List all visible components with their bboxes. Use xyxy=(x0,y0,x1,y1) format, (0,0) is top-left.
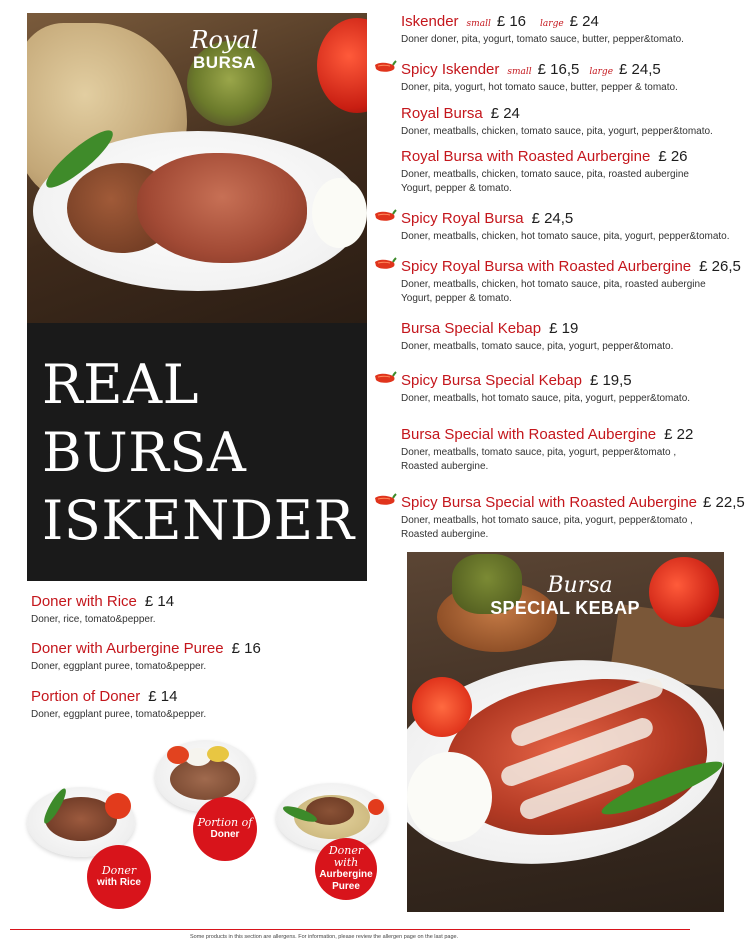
badge-portion-of-doner xyxy=(193,797,257,861)
size-label: large xyxy=(589,67,614,77)
menu-item xyxy=(31,593,371,627)
menu-item-name: Doner with Aurbergine Puree xyxy=(31,640,224,657)
menu-item-desc: Doner, meatballs, tomato sauce, pita, yogurt, pepper&tomato , xyxy=(401,447,677,458)
size-label: small xyxy=(466,19,491,29)
menu-item-price: £ 22,5 xyxy=(703,494,745,511)
menu-item-price: £ 24 xyxy=(569,13,599,30)
badge-doner-aurbergine-puree xyxy=(315,838,377,900)
chili-icon xyxy=(373,256,397,272)
menu-item-name: Royal Bursa xyxy=(401,105,483,122)
menu-item xyxy=(372,104,747,139)
banner-line-2: BURSA xyxy=(42,421,247,484)
menu-item xyxy=(31,688,371,722)
menu-item xyxy=(372,425,747,474)
menu-item-name: Spicy Royal Bursa xyxy=(401,210,524,227)
menu-item-desc: Doner, meatballs, chicken, tomato sauce, pita, yogurt, pepper&tomato. xyxy=(401,126,713,137)
yogurt xyxy=(407,752,492,842)
bursa-special-kebap-photo xyxy=(407,552,724,912)
doner-meat xyxy=(137,153,307,263)
menu-item-desc-line2: Yogurt, pepper & tomato. xyxy=(401,183,512,194)
menu-item xyxy=(372,257,747,306)
size-label: small xyxy=(507,67,532,77)
menu-item-name: Bursa Special with Roasted Aubergine xyxy=(401,426,657,443)
badge-bold-line2: Puree xyxy=(332,881,360,892)
menu-item-name: Portion of Doner xyxy=(31,688,141,705)
badge-script: Doner xyxy=(101,864,137,877)
chili-icon xyxy=(373,59,397,75)
menu-item-name: Spicy Iskender xyxy=(401,61,500,78)
kebab-caption-bold: SPECIAL KEBAP xyxy=(490,598,640,618)
badge-bold: Doner xyxy=(210,829,240,840)
menu-item-desc-line2: Yogurt, pepper & tomato. xyxy=(401,293,512,304)
menu-item-desc: Doner, meatballs, hot tomato sauce, pita, yogurt, pepper&tomato , xyxy=(401,515,693,526)
menu-item-price: £ 26 xyxy=(658,148,688,165)
menu-item-price: £ 24,5 xyxy=(619,61,661,78)
badge-bold: with Rice xyxy=(97,877,141,888)
menu-item xyxy=(31,640,371,674)
size-label: large xyxy=(540,19,564,29)
menu-item-desc: Doner doner, pita, yogurt, tomato sauce, butter, pepper&tomato. xyxy=(401,34,684,45)
badge-doner-with-rice xyxy=(87,845,151,909)
menu-item-price: £ 16 xyxy=(231,640,261,657)
menu-item-desc: Doner, rice, tomato&pepper. xyxy=(31,614,156,625)
menu-item-price: £ 22 xyxy=(664,426,694,443)
menu-item-name: Spicy Royal Bursa with Roasted Aurbergine xyxy=(401,258,692,275)
banner-line-1: REAL xyxy=(42,353,199,416)
menu-item-desc: Doner, meatballs, chicken, hot tomato sauce, pita, yogurt, pepper&tomato. xyxy=(401,231,730,242)
chili-icon xyxy=(373,370,397,386)
menu-item xyxy=(372,371,747,406)
chili-icon xyxy=(373,208,397,224)
menu-item-desc: Doner, meatballs, hot tomato sauce, pita, yogurt, pepper&tomato. xyxy=(401,393,691,404)
menu-item-price: £ 16,5 xyxy=(537,61,580,78)
menu-item xyxy=(372,209,747,244)
menu-item-price: £ 24 xyxy=(490,105,520,122)
royal-bursa-photo xyxy=(27,13,367,323)
menu-item-desc: Doner, pita, yogurt, hot tomato sauce, butter, pepper & tomato. xyxy=(401,82,678,93)
menu-item-price: £ 16 xyxy=(496,13,527,30)
kebab-caption xyxy=(485,574,645,619)
menu-item-price: £ 24,5 xyxy=(531,210,574,227)
menu-item xyxy=(372,60,747,95)
menu-item-name: Royal Bursa with Roasted Aurbergine xyxy=(401,148,651,165)
chili-icon xyxy=(373,492,397,508)
tomato-bowl xyxy=(317,18,367,113)
badge-script: Portion of xyxy=(197,816,253,829)
menu-item-price: £ 19,5 xyxy=(589,372,632,389)
banner-line-3: ISKENDER xyxy=(42,489,355,552)
title-banner xyxy=(27,323,367,581)
menu-item-desc: Doner, meatballs, chicken, tomato sauce, pita, roasted aubergine xyxy=(401,169,689,180)
menu-item-price: £ 26,5 xyxy=(699,258,741,275)
hero-caption-bold: BURSA xyxy=(193,53,256,72)
menu-item-price: £ 19 xyxy=(549,320,579,337)
menu-item xyxy=(372,493,747,542)
menu-item-price: £ 14 xyxy=(144,593,175,610)
tomato-slice xyxy=(412,677,472,737)
menu-item-desc: Doner, eggplant puree, tomato&pepper. xyxy=(31,709,207,720)
menu-item xyxy=(372,12,747,47)
menu-item-name: Bursa Special Kebap xyxy=(401,320,542,337)
menu-item-name: Spicy Bursa Special Kebap xyxy=(401,372,582,389)
yogurt xyxy=(312,178,367,248)
hero-caption-script: Royal xyxy=(190,26,259,54)
menu-item-name: Iskender xyxy=(401,13,459,30)
menu-item-name: Doner with Rice xyxy=(31,593,137,610)
menu-item-desc: Doner, eggplant puree, tomato&pepper. xyxy=(31,661,207,672)
tomato xyxy=(649,557,719,627)
badge-bold-line1: Aurbergine xyxy=(319,869,373,880)
menu-item-desc-line2: Roasted aubergine. xyxy=(401,529,489,540)
kebab-caption-script: Bursa xyxy=(547,573,613,598)
menu-item xyxy=(372,147,747,196)
menu-item-desc-line2: Roasted aubergine. xyxy=(401,461,489,472)
menu-item-desc: Doner, meatballs, tomato sauce, pita, yogurt, pepper&tomato. xyxy=(401,341,674,352)
menu-item-desc: Doner, meatballs, chicken, hot tomato sauce, pita, roasted aubergine xyxy=(401,279,706,290)
footer-divider xyxy=(10,929,690,930)
badge-script: Doner with xyxy=(328,844,364,869)
hero-caption xyxy=(167,27,282,73)
allergen-note: Some products in this section are allergens. For information, please review the allergen page on the last page. xyxy=(190,934,459,940)
menu-item-price: £ 14 xyxy=(148,688,178,705)
menu-item xyxy=(372,319,747,354)
menu-item-name: Spicy Bursa Special with Roasted Aubergine xyxy=(401,494,698,511)
